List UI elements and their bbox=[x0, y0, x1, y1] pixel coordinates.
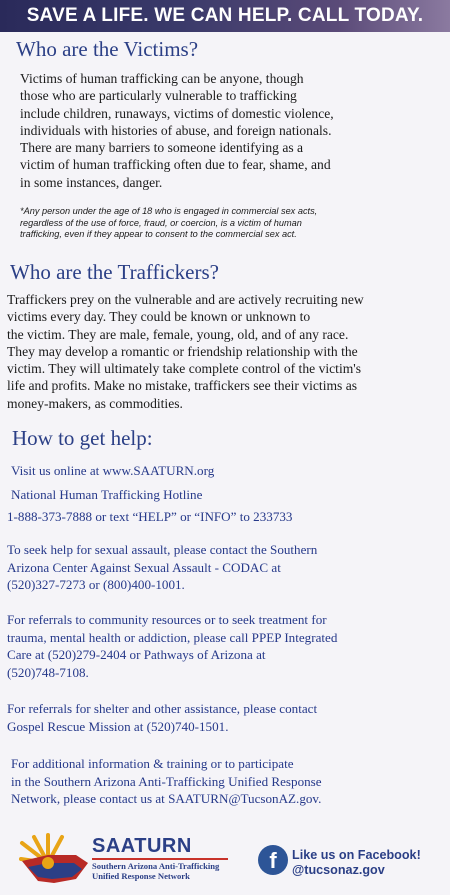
brand-subtitle bbox=[92, 861, 219, 881]
banner-text: SAVE A LIFE. WE CAN HELP. CALL TODAY. bbox=[26, 5, 424, 26]
brand-subtitle-line: Unified Response Network bbox=[92, 871, 190, 881]
traffickers-paragraph bbox=[7, 291, 364, 412]
victims-line: individuals with histories of abuse, and foreign nationals. bbox=[20, 122, 332, 138]
traffickers-heading: Who are the Traffickers? bbox=[10, 260, 219, 284]
help-line: For additional information & training or to participate bbox=[11, 756, 294, 771]
help-line[interactable]: 1-888-373-7888 or text “HELP” or “INFO” to 233733 bbox=[7, 509, 293, 524]
sexual-assault-block bbox=[7, 541, 317, 594]
shelter-block bbox=[7, 700, 317, 735]
help-line: To seek help for sexual assault, please contact the Southern bbox=[7, 542, 318, 557]
brand-underline bbox=[92, 858, 228, 860]
website-line bbox=[11, 462, 214, 480]
brand-subtitle-line: Southern Arizona Anti-Trafficking bbox=[92, 861, 220, 871]
traffickers-line: the victim. They are male, female, young, old, and of any race. bbox=[7, 326, 349, 342]
footnote-line: trafficking, even if they appear to consent to the commercial sex act. bbox=[20, 229, 297, 240]
training-block bbox=[11, 755, 322, 808]
traffickers-line: money-makers, as commodities. bbox=[7, 395, 183, 411]
help-line[interactable]: Network, please contact us at SAATURN@TucsonAZ.gov. bbox=[11, 791, 322, 806]
help-heading: How to get help: bbox=[12, 426, 153, 450]
help-line[interactable]: (520)327-7273 or (800)400-1001. bbox=[7, 577, 185, 592]
victims-line: those who are particularly vulnerable to trafficking bbox=[20, 88, 297, 104]
help-line: trauma, mental health or addiction, please call PPEP Integrated bbox=[7, 629, 338, 645]
minor-footnote bbox=[20, 206, 317, 241]
footnote-line: regardless of the use of force, fraud, or coercion, is a victim of human bbox=[20, 217, 302, 228]
help-line: For referrals for shelter and other assistance, please contact bbox=[7, 701, 318, 716]
facebook-line: Like us on Facebook! bbox=[292, 848, 421, 862]
traffickers-line: They may develop a romantic or friendship relationship with the bbox=[7, 343, 358, 359]
help-line[interactable]: (520)748-7108. bbox=[7, 664, 89, 680]
facebook-cta bbox=[292, 848, 421, 878]
help-line[interactable]: Visit us online at www.SAATURN.org bbox=[11, 463, 215, 478]
victims-line: include children, runaways, victims of domestic violence, bbox=[20, 105, 334, 121]
footnote-line: *Any person under the age of 18 who is engaged in commercial sex acts, bbox=[20, 206, 318, 216]
help-line[interactable]: Gospel Rescue Mission at (520)740-1501. bbox=[7, 718, 229, 734]
victims-paragraph bbox=[20, 70, 334, 191]
community-resources-block bbox=[7, 611, 337, 681]
help-line: For referrals to community resources or to seek treatment for bbox=[7, 612, 327, 627]
help-line: National Human Trafficking Hotline bbox=[11, 487, 203, 502]
facebook-icon[interactable]: f bbox=[258, 845, 288, 875]
victims-line: in some instances, danger. bbox=[20, 174, 163, 190]
victims-line: victim of human trafficking often due to fear, shame, and bbox=[20, 157, 331, 173]
help-line: Arizona Center Against Sexual Assault - CODAC at bbox=[7, 559, 281, 575]
help-line[interactable]: Care at (520)279-2404 or Pathways of Arizona at bbox=[7, 647, 266, 662]
traffickers-line: victim. They will ultimately take complete control of the victim's bbox=[7, 361, 362, 377]
traffickers-line: victims every day. They could be known or unknown to bbox=[7, 309, 311, 325]
traffickers-line: Traffickers prey on the vulnerable and are actively recruiting new bbox=[7, 292, 364, 307]
traffickers-line: life and profits. Make no mistake, traffickers see their victims as bbox=[7, 378, 358, 394]
victims-line: There are many barriers to someone identifying as a bbox=[20, 140, 304, 156]
saaturn-logo-text: SAATURN bbox=[92, 835, 192, 857]
victims-line: Victims of human trafficking can be anyone, though bbox=[20, 71, 304, 86]
facebook-handle[interactable]: @tucsonaz.gov bbox=[292, 863, 385, 877]
hotline-number bbox=[7, 508, 292, 526]
victims-heading: Who are the Victims? bbox=[16, 37, 199, 61]
hotline-title bbox=[11, 486, 202, 504]
help-line: in the Southern Arizona Anti-Trafficking Unified Response bbox=[11, 773, 322, 789]
arizona-sun-logo-icon bbox=[18, 833, 92, 885]
